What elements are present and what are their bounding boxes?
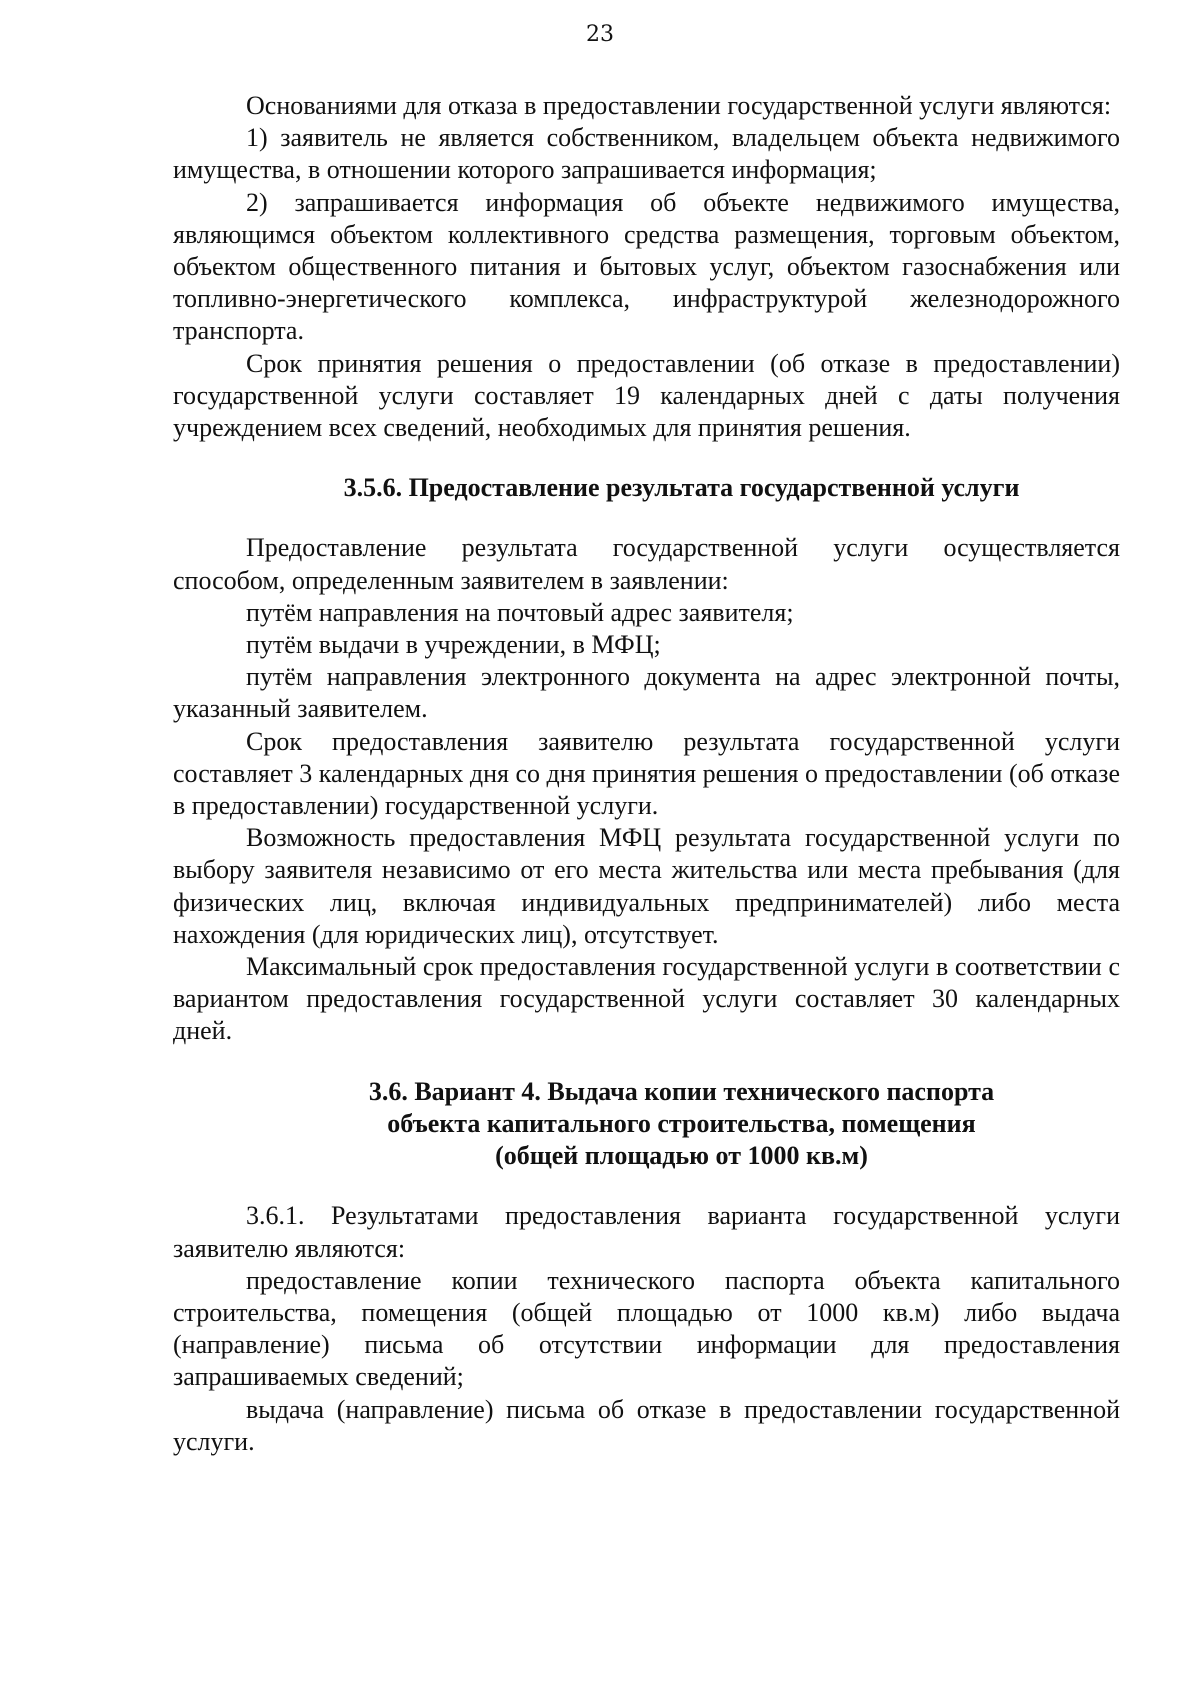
section-heading-3-6-line-2: объекта капитального строительства, помещения: [387, 1108, 976, 1138]
paragraph-mfc-possibility: Возможность предоставления МФЦ результата государственной услуги по выбору заявителя независимо от его места жительства или места пребывания (для физических лиц, включая индивидуальных предпринимателей) либо места нахождения (для юридических лиц), отсутствует.: [173, 823, 1120, 949]
paragraph-result-email: путём направления электронного документа на адрес электронной почты, указанный заявителем.: [173, 662, 1120, 724]
paragraph-3-6-1: 3.6.1. Результатами предоставления варианта государственной услуги заявителю являются:: [173, 1201, 1120, 1263]
page-number: 23: [586, 22, 614, 47]
section-heading-3-6-line-1: 3.6. Вариант 4. Выдача копии технического паспорта: [368, 1076, 995, 1106]
paragraph-copy-passport: предоставление копии технического паспорта объекта капитального строительства, помещения (общей площадью от 1000 кв.м) либо выдача (направление) письма об отсутствии информации для предоставления запрашиваемых сведений;: [173, 1265, 1120, 1392]
paragraph-refusal-item-1: 1) заявитель не является собственником, владельцем объекта недвижимого имущества, в отношении которого запрашивается информация;: [173, 123, 1120, 185]
paragraph-result-term: Срок предоставления заявителю результата государственной услуги составляет 3 календарных дня со дня принятия решения о предоставлении (об отказе в предоставлении) государственной услуги.: [173, 726, 1120, 821]
document-body: [173, 90, 1120, 1458]
paragraph-result-method: Предоставление результата государственной услуги осуществляется способом, определенным заявителем в заявлении:: [173, 533, 1120, 595]
paragraph-result-mail: путём направления на почтовый адрес заявителя;: [246, 597, 794, 627]
paragraph-refusal-grounds: Основаниями для отказа в предоставлении государственной услуги являются:: [246, 91, 1112, 120]
section-heading-3-6: [173, 1076, 1120, 1173]
paragraph-refusal-item-2: 2) запрашивается информация об объекте недвижимого имущества, являющимся объектом коллективного средства размещения, торговым объектом, объектом общественного питания и бытовых услуг, объектом газоснабжения или топливно-энергетического комплекса, инфраструктурой железнодорожного транспорта.: [173, 187, 1120, 346]
paragraph-max-term: Максимальный срок предоставления государственной услуги в соответствии с вариантом предоставления государственной услуги составляет 30 календарных дней.: [173, 952, 1120, 1046]
section-heading-3-6-line-3: (общей площадью от 1000 кв.м): [495, 1141, 868, 1171]
paragraph-decision-term: Срок принятия решения о предоставлении (об отказе в предоставлении) государственной услуги составляет 19 календарных дней с даты получения учреждением всех сведений, необходимых для принятия решения.: [173, 348, 1120, 443]
section-heading-3-5-6: 3.5.6. Предоставление результата государственной услуги: [343, 473, 1020, 503]
paragraph-result-office: путём выдачи в учреждении, в МФЦ;: [246, 630, 661, 660]
paragraph-refusal-letter: выдача (направление) письма об отказе в предоставлении государственной услуги.: [173, 1394, 1120, 1456]
